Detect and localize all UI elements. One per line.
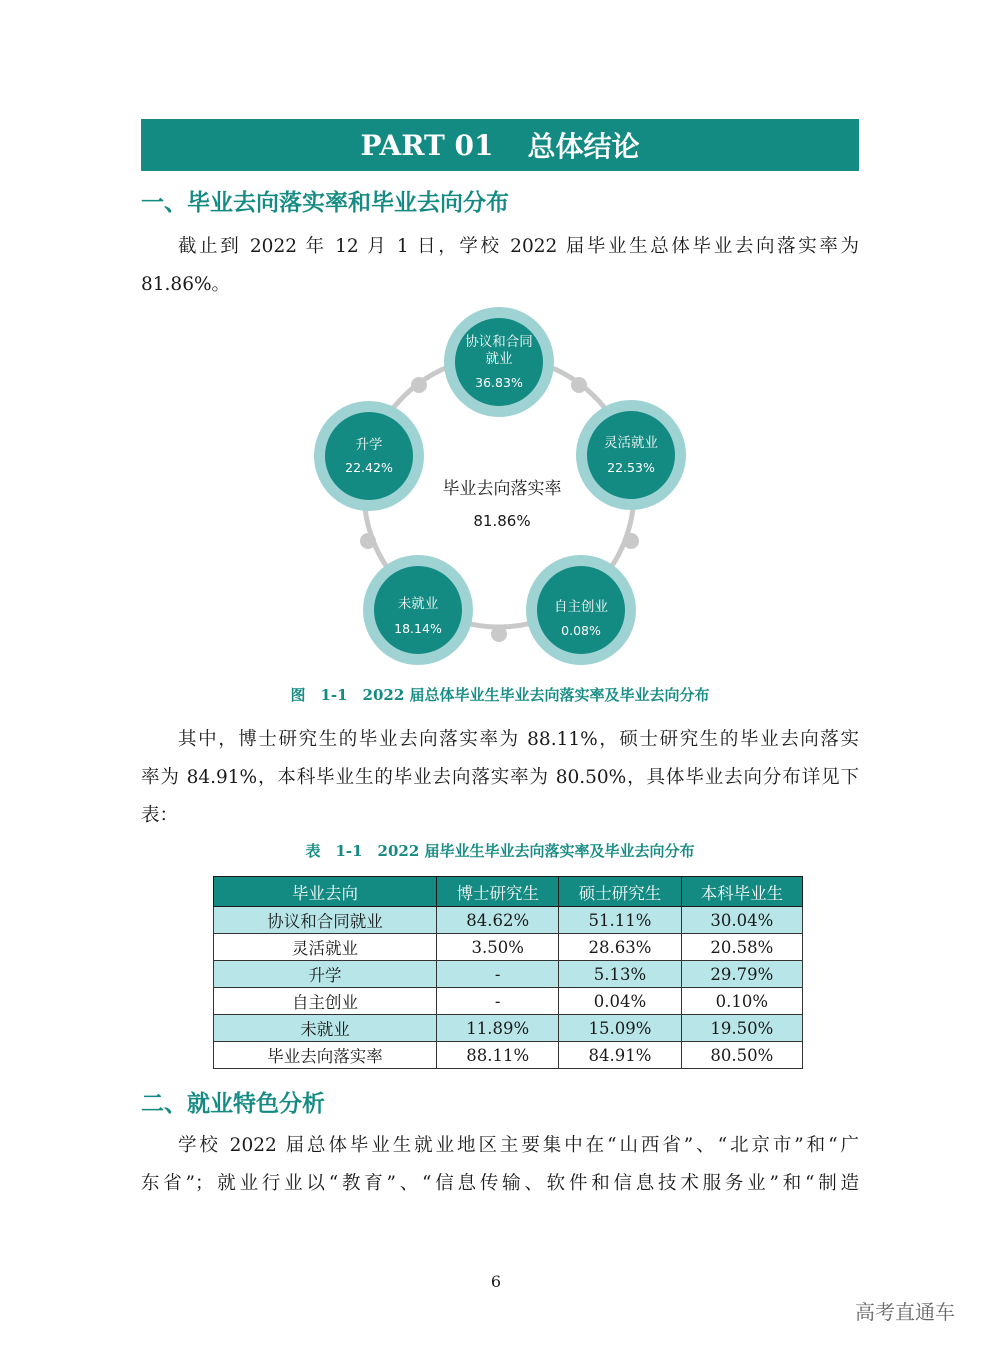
table-cell: 升学 [214,961,437,988]
table-row [214,988,803,1015]
paragraph-2-line-3: 表： [141,805,179,826]
table-cell: 88.11% [437,1042,559,1069]
paragraph-1-line-1: 截止到 2022 年 12 月 1 日，学校 2022 届毕业生总体毕业去向落实率为 [178,236,859,257]
node-value: 36.83% [475,375,523,390]
paragraph-2-line-2: 率为 84.91%，本科毕业生的毕业去向落实率为 80.50%，具体毕业去向分布详见下 [141,767,859,788]
table-cell: 29.79% [681,961,802,988]
table-cell: 协议和合同就业 [214,907,437,934]
table-row [214,907,803,934]
table-row [214,934,803,961]
table-cell: 20.58% [681,934,802,961]
table-cell: 3.50% [437,934,559,961]
table-cell: 0.10% [681,988,802,1015]
paragraph-3 [141,1127,859,1203]
node-value: 22.53% [607,460,655,475]
table-cell: 未就业 [214,1015,437,1042]
watermark: 高考直通车 [855,1300,955,1324]
banner-part: PART 01 [360,128,494,162]
paragraph-2 [141,721,859,835]
connector-dot [411,377,427,393]
table-cell: 30.04% [681,907,802,934]
node-further-study [314,401,424,511]
paragraph-1-line-2: 81.86%。 [141,274,231,295]
table-cell: - [437,988,559,1015]
table-cell: 51.11% [559,907,681,934]
paragraph-1 [141,228,859,304]
table-header-cell: 博士研究生 [437,877,559,907]
connector-dot [623,533,639,549]
table-cell: 5.13% [559,961,681,988]
table-row [214,1042,803,1069]
table-row [214,961,803,988]
destination-table [213,876,803,1069]
node-self-employment [526,555,636,665]
table-cell: 80.50% [681,1042,802,1069]
table-cell: 灵活就业 [214,934,437,961]
table-header-cell: 硕士研究生 [559,877,681,907]
table-row [214,1015,803,1042]
center-label: 毕业去向落实率 [442,479,562,499]
node-label: 协议和合同 [465,334,533,350]
table-header-cell: 本科毕业生 [681,877,802,907]
table-cell: - [437,961,559,988]
node-label: 自主创业 [554,599,608,615]
node-value: 0.08% [561,623,601,638]
node-label: 升学 [355,437,383,453]
node-value: 22.42% [345,460,393,475]
node-unemployed [363,555,473,665]
node-label: 灵活就业 [604,435,658,451]
table-cell: 毕业去向落实率 [214,1042,437,1069]
page-number: 6 [490,1272,502,1291]
connector-dot [571,377,587,393]
section-heading-1: 一、毕业去向落实率和毕业去向分布 [141,190,509,216]
paragraph-3-line-1: 学校 2022 届总体毕业生就业地区主要集中在“山西省”、“北京市”和“广 [178,1135,859,1156]
node-flexible-employment [576,400,686,510]
table-header-cell: 毕业去向 [214,877,437,907]
destination-diagram [300,300,700,672]
section-heading-2: 二、就业特色分析 [141,1091,325,1117]
table-cell: 0.04% [559,988,681,1015]
center-value: 81.86% [473,512,531,530]
node-contract-employment [444,307,554,417]
banner-title: 总体结论 [527,130,640,163]
connector-dot [491,626,507,642]
table-header-row [214,877,803,907]
paragraph-2-line-1: 其中，博士研究生的毕业去向落实率为 88.11%，硕士研究生的毕业去向落实 [178,729,859,750]
node-value: 18.14% [394,621,442,636]
table-cell: 自主创业 [214,988,437,1015]
table-cell: 15.09% [559,1015,681,1042]
node-label-2: 就业 [485,351,513,367]
table-cell: 11.89% [437,1015,559,1042]
table-cell: 19.50% [681,1015,802,1042]
node-label: 未就业 [397,596,439,612]
figure-caption: 图 1-1 2022 届总体毕业生毕业去向落实率及毕业去向分布 [290,686,710,704]
table-caption: 表 1-1 2022 届毕业生毕业去向落实率及毕业去向分布 [305,842,695,860]
table-cell: 84.62% [437,907,559,934]
part-banner [141,119,859,171]
table-cell: 84.91% [559,1042,681,1069]
paragraph-3-line-2: 东省”；就业行业以“教育”、“信息传输、软件和信息技术服务业”和“制造 [141,1173,859,1194]
connector-dot [360,533,376,549]
table-cell: 28.63% [559,934,681,961]
